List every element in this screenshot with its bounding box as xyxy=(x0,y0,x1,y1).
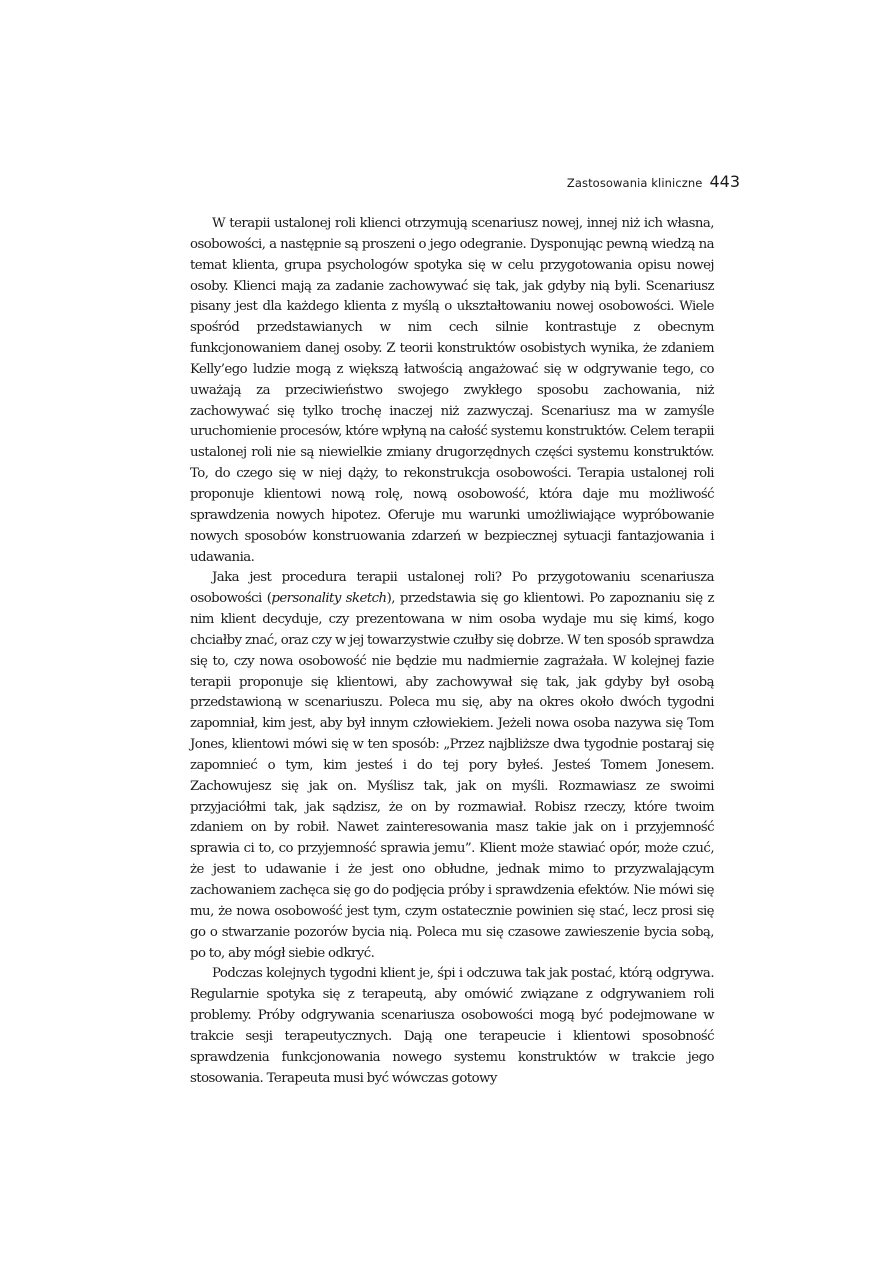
paragraph-3-text: Podczas kolejnych tygodni klient je, śpi i odczuwa tak jak postać, którą odgrywa. Regularnie spotyka się z terapeutą, aby omówić związane z odgrywaniem roli problemy. Próby odgrywania scenariusza osobowości mogą być podejmowane w trakcie sesji terapeutycznych. Dają one terapeucie i klientowi sposobność sprawdzenia funkcjonowania nowego systemu konstruktów w trakcie jego stosowania. Terapeuta musi być wówczas gotowy xyxy=(190,966,714,1086)
paragraph-2-text-start: Jaka jest procedura terapii ustalonej roli? Po przygotowaniu scenariusza osobowości ( xyxy=(190,570,714,607)
paragraph-3 xyxy=(190,964,714,1089)
running-head xyxy=(560,172,740,192)
body-text xyxy=(190,214,714,1089)
paragraph-2 xyxy=(190,568,714,964)
chapter-title: Zastosowania kliniczne xyxy=(566,176,703,190)
paragraph-1-text: W terapii ustalonej roli klienci otrzymują scenariusz nowej, innej niż ich własna, osobowości, a następnie są proszeni o jego odegranie. Dysponując pewną wiedzą na temat klienta, grupa psychologów spotyka się w celu przygotowania opisu nowej osoby. Klienci mają za zadanie zachowywać się tak, jak gdyby nią byli. Scenariusz pisany jest dla każdego klienta z myślą o ukształtowaniu nowej osobowości. Wiele spośród przedstawianych w nim cech silnie kontrastuje z obecnym funkcjonowaniem danej osoby. Z teorii konstruktów osobistych wynika, że zdaniem Kelly’ego ludzie mogą z większą łatwością angażować się w odgrywanie tego, co uważają za przeciwieństwo swojego zwykłego sposobu zachowania, niż zachowywać się tylko trochę inaczej niż zazwyczaj. Scenariusz ma w zamyśle uruchomienie procesów, które wpłyną na całość systemu konstruktów. Celem terapii ustalonej roli nie są niewielkie zmiany drugorzędnych części systemu konstruktów. To, do czego się w niej dąży, to rekonstrukcja osobowości. Terapia ustalonej roli proponuje klientowi nową rolę, nową osobowość, która daje mu możliwość sprawdzenia nowych hipotez. Oferuje mu warunki umożliwiające wypróbowanie nowych sposobów konstruowania zdarzeń w bezpiecznej sytuacji fantazjowania i udawania. xyxy=(190,216,714,565)
paragraph-2-text-end: ), przedstawia się go klientowi. Po zapoznaniu się z nim klient decyduje, czy prezentowana w nim osoba wydaje mu się kimś, kogo chciałby znać, oraz czy w jej towarzystwie czułby się dobrze. W ten sposób sprawdza się to, czy nowa osobowość nie będzie mu nadmiernie zagrażała. W kolejnej fazie terapii proponuje się klientowi, aby zachowywał się tak, jak gdyby był osobą przedstawioną w scenariuszu. Poleca mu się, aby na okres około dwóch tygodni zapomniał, kim jest, aby był innym człowiekiem. Jeżeli nowa osoba nazywa się Tom Jones, klientowi mówi się w ten sposób: „Przez najbliższe dwa tygodnie postaraj się zapomnieć o tym, kim jesteś i do tej pory byłeś. Jesteś Tomem Jonesem. Zachowujesz się jak on. Myślisz tak, jak on myśli. Rozmawiasz ze swoimi przyjaciółmi tak, jak sądzisz, że on by rozmawiał. Robisz rzeczy, które twoim zdaniem on by robił. Nawet zainteresowania masz takie jak on i przyjemność sprawia ci to, co przyjemność sprawia jemu”. Klient może stawiać opór, może czuć, że jest to udawanie i że jest ono obłudne, jednak mimo to przyzwalającym zachowaniem zachęca się go do podjęcia próby i sprawdzenia efektów. Nie mówi się mu, że nowa osobowość jest tym, czym ostatecznie powinien się stać, lecz prosi się go o stwarzanie pozorów bycia nią. Poleca mu się czasowe zawieszenie bycia sobą, po to, aby mógł siebie odkryć. xyxy=(190,591,715,961)
paragraph-2-italic-term: personality sketch xyxy=(271,591,387,607)
page-number: 443 xyxy=(709,172,740,191)
paragraph-1 xyxy=(190,214,714,568)
